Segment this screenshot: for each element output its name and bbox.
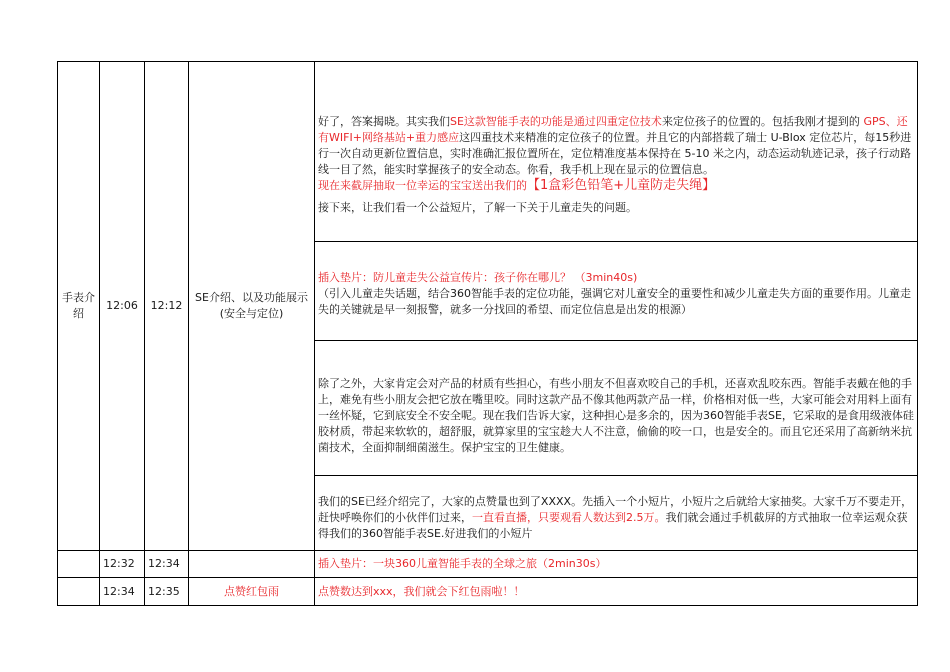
category-cell-empty <box>58 578 100 606</box>
lottery-highlight: 一直看直播，只要观看人数达到2.5万。 <box>472 511 666 524</box>
content-block-1 <box>315 62 918 242</box>
paragraph-positioning <box>318 114 914 178</box>
end-time-cell <box>145 62 189 551</box>
content-block-4 <box>315 476 918 551</box>
table-row <box>58 551 918 578</box>
p1-text-a: 好了，答案揭晓。其实我们 <box>318 115 450 128</box>
row3-topic: 点赞红包雨 <box>189 578 315 606</box>
giveaway-prize: 【1盒彩色铅笔+儿童防走失绳】 <box>527 178 716 193</box>
start-time: 12:06 <box>106 299 138 312</box>
paragraph-lottery <box>318 494 914 542</box>
paragraph-next: 接下来，让我们看一个公益短片，了解一下关于儿童走失的问题。 <box>318 201 637 214</box>
category-cell-empty <box>58 551 100 578</box>
material-safety-text: 除了之外，大家肯定会对产品的材质有些担心，有些小朋友不但喜欢咬自己的手机，还喜欢乱咬东西。智能手表戴在他的手上，难免有些小朋友会把它放在嘴里咬。同时这款产品不像其他两款产品一样，价格相对低一些，大家可能会对用料上面有一丝怀疑，它到底安全不安全呢。现在我们告诉大家，这种担心是多余的，因为360智能手表SE，它采取的是食用级液体硅胶材质，带起来软软的，超舒服，就算家里的宝宝趁大人不注意，偷偷的咬一口，也是安全的。而且它还采用了高新纳米抗菌技术，全面抑制细菌滋生。保护宝宝的卫生健康。 <box>318 377 914 454</box>
paragraph-giveaway <box>318 178 914 194</box>
lottery-text-a: 我们的SE已经介绍完了，大家的点赞量也到了XXXX。先插入一个小短片，小短片之后就给大家抽奖。大家千万不要走开，赶快呼唤你们的小伙伴们过来， <box>318 495 913 524</box>
content-block-3 <box>315 341 918 476</box>
p1-highlight-b: SE这款智能手表的功能是通过四重定位技术 <box>450 115 662 128</box>
topic-cell <box>189 62 315 551</box>
p1-text-c: 来定位孩子的位置的。包括我刚才提到的 <box>661 115 864 128</box>
row3-content: 点赞数达到xxx，我们就会下红包雨啦！！ <box>315 578 918 606</box>
row3-end: 12:35 <box>145 578 189 606</box>
insert-clip-title: 插入垫片：防儿童走失公益宣传片：孩子你在哪儿？ （3min40s) <box>318 271 638 284</box>
start-time-cell <box>100 62 145 551</box>
content-block-2 <box>315 242 918 341</box>
p1-text-e: 这四重技术来精准的定位孩子的位置。并且它的内部搭载了瑞士 U-Blox 定位芯片，每15秒进行一次自动更新位置信息，实时准确汇报位置所在，定位精准度基本保持在 5-10 米之内，动态运动轨迹记录，孩子行动路线一目了然，能实时掌握孩子的安全动态。你看，我手机上现在显示的位置信息。 <box>318 131 912 176</box>
category-cell <box>58 62 100 551</box>
p1-highlight-d: GPS、还有WIFI+网络基站+重力感应 <box>318 115 908 144</box>
topic-line2: (安全与定位) <box>219 307 284 320</box>
end-time: 12:12 <box>150 299 183 312</box>
table-row <box>58 578 918 606</box>
insert-clip-body: （引入儿童走失话题，结合360智能手表的定位功能，强调它对儿童安全的重要性和减少儿童走失方面的重要作用。儿童走失的关键就是早一刻报警，就多一分找回的希望、而定位信息是出发的根源） <box>318 287 911 316</box>
row3-start: 12:34 <box>100 578 145 606</box>
script-table <box>57 61 918 606</box>
row2-end: 12:34 <box>145 551 189 578</box>
row2-content: 插入垫片：一块360儿童智能手表的全球之旅（2min30s） <box>315 551 918 578</box>
giveaway-text: 现在来截屏抽取一位幸运的宝宝送出我们的 <box>318 179 527 192</box>
script-table-sheet <box>57 61 918 606</box>
topic-line1: SE介绍、以及功能展示 <box>195 291 308 304</box>
lottery-text-c: 我们就会通过手机截屏的方式抽取一位幸运观众获得我们的360智能手表SE.好进我们的小短片 <box>318 511 908 540</box>
row2-topic-empty <box>189 551 315 578</box>
row2-start: 12:32 <box>100 551 145 578</box>
category-text: 手表介绍 <box>62 291 95 320</box>
